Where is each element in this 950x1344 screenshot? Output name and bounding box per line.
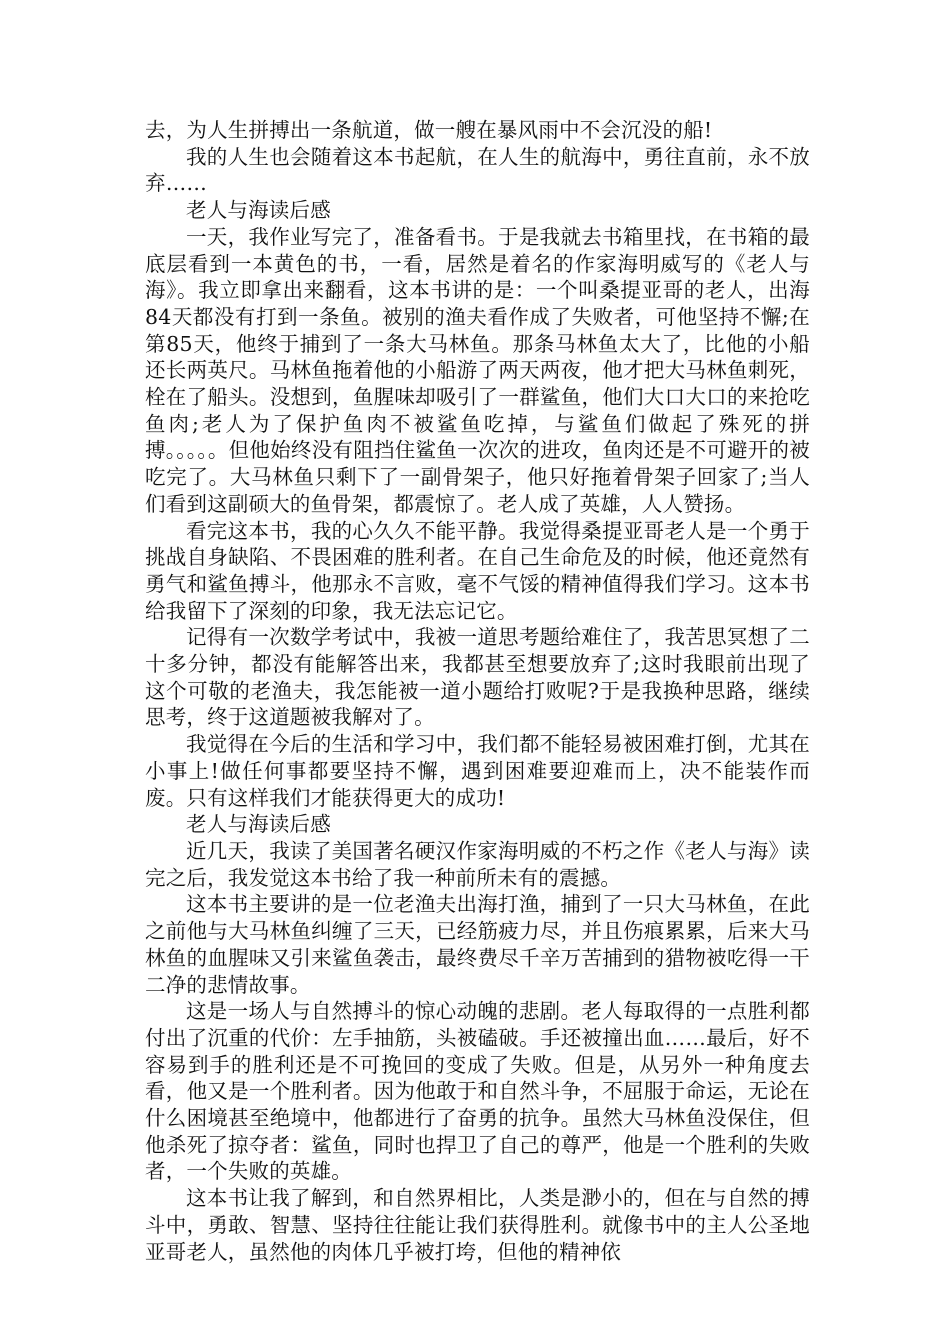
paragraph-3: 一天，我作业写完了，准备看书。于是我就去书箱里找，在书箱的最底层看到一本黄色的书，一看，居然是着名的作家海明威写的《老人与海》。我立即拿出来翻看，这本书讲的是：一个叫桑提亚哥的老人，出海84天都没有打到一条鱼。被别的渔夫看作成了失败者，可他坚持不懈;在第85天，他终于捕到了一条大马林鱼。那条马林鱼太大了，比他的小船还长两英尺。马林鱼拖着他的小船游了两天两夜，他才把大马林鱼刺死，栓在了船头。没想到，鱼腥味却吸引了一群鲨鱼，他们大口大口的来抢吃鱼肉;老人为了保护鱼肉不被鲨鱼吃掉，与鲨鱼们做起了殊死的拼搏。。。。。但他始终没有阻挡住鲨鱼一次次的进攻，鱼肉还是不可避开的被吃完了。大马林鱼只剩下了一副骨架子，他只好拖着骨架子回家了;当人们看到这副硕大的鱼骨架，都震惊了。老人成了英雄，人人赞扬。	[145, 224, 810, 516]
paragraph-2: 我的人生也会随着这本书起航，在人生的航海中，勇往直前，永不放弃……	[145, 144, 810, 196]
paragraph-6: 我觉得在今后的生活和学习中，我们都不能轻易被困难打倒，尤其在小事上!做任何事都要坚持不懈，遇到困难要迎难而上，决不能装作而废。只有这样我们才能获得更大的成功!	[145, 732, 810, 810]
paragraph-1: 去，为人生拼搏出一条航道，做一艘在暴风雨中不会沉没的船!	[145, 118, 713, 142]
section-title-1: 老人与海读后感	[186, 198, 331, 223]
section-title-2: 老人与海读后感	[186, 812, 331, 837]
document-body	[145, 117, 810, 1265]
paragraph-10: 这本书让我了解到，和自然界相比，人类是渺小的，但在与自然的搏斗中，勇敢、智慧、坚持往往能让我们获得胜利。就像书中的主人公圣地亚哥老人，虽然他的肉体几乎被打垮，但他的精神依	[145, 1186, 810, 1264]
paragraph-8: 这本书主要讲的是一位老渔夫出海打渔，捕到了一只大马林鱼，在此之前他与大马林鱼纠缠了三天，已经筋疲力尽，并且伤痕累累，后来大马林鱼的血腥味又引来鲨鱼袭击，最终费尽千辛万苦捕到的猎物被吃得一干二净的悲情故事。	[145, 892, 810, 997]
paragraph-4: 看完这本书，我的心久久不能平静。我觉得桑提亚哥老人是一个勇于挑战自身缺陷、不畏困难的胜利者。在自己生命危及的时候，他还竟然有勇气和鲨鱼搏斗，他那永不言败，毫不气馁的精神值得我们学习。这本书给我留下了深刻的印象，我无法忘记它。	[145, 518, 810, 623]
paragraph-7: 近几天，我读了美国著名硬汉作家海明威的不朽之作《老人与海》读完之后，我发觉这本书给了我一种前所未有的震撼。	[145, 838, 810, 890]
paragraph-9: 这是一场人与自然搏斗的惊心动魄的悲剧。老人每取得的一点胜利都付出了沉重的代价：左手抽筋，头被磕破。手还被撞出血……最后，好不容易到手的胜利还是不可挽回的变成了失败。但是，从另外一种角度去看，他又是一个胜利者。因为他敢于和自然斗争，不屈服于命运，无论在什么困境甚至绝境中，他都进行了奋勇的抗争。虽然大马林鱼没保住，但他杀死了掠夺者：鲨鱼，同时也捍卫了自己的尊严，他是一个胜利的失败者，一个失败的英雄。	[145, 999, 810, 1184]
paragraph-5: 记得有一次数学考试中，我被一道思考题给难住了，我苦思冥想了二十多分钟，都没有能解答出来，我都甚至想要放弃了;这时我眼前出现了这个可敬的老渔夫，我怎能被一道小题给打败呢?于是我换种思路，继续思考，终于这道题被我解对了。	[145, 625, 810, 730]
